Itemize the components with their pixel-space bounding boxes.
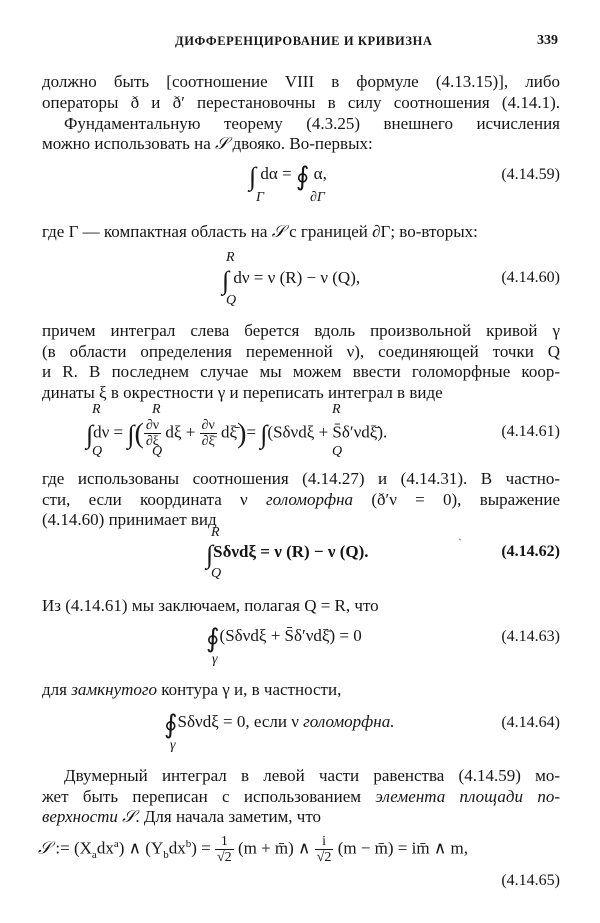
text-line: динаты ξ в окрестности γ и переписать интеграл в виде bbox=[42, 383, 443, 402]
text-line: причем интеграл слева берется вдоль произвольной кривой γ bbox=[42, 321, 560, 340]
script-s-symbol: 𝒮 bbox=[215, 134, 229, 153]
lower-limit: Q bbox=[152, 444, 163, 459]
text-line: (в области определения переменной ν), соединяющей точки Q bbox=[42, 342, 560, 361]
lower-limit: Γ bbox=[256, 190, 264, 205]
equation-number: (4.14.61) bbox=[501, 423, 560, 440]
text-line: и R. В последнем случае мы можем ввести голоморфные коор- bbox=[42, 362, 560, 381]
text-line: операторы ð и ð′ перестановочны в силу соотношения (4.14.1). bbox=[42, 93, 560, 112]
text-line: где использованы соотношения (4.14.27) и (4.14.31). В частно- bbox=[42, 469, 560, 488]
upper-limit: R bbox=[332, 402, 341, 417]
running-title: ДИФФЕРЕНЦИРОВАНИЕ И КРИВИЗНА bbox=[175, 34, 433, 48]
text-line: для замкнутого контура γ и, в частности, bbox=[42, 680, 342, 699]
text-line: Из (4.14.61) мы заключаем, полагая Q = R, что bbox=[42, 596, 379, 615]
equation-number: (4.14.59) bbox=[501, 166, 560, 183]
contour-integral-sign: ∮ bbox=[295, 162, 310, 191]
text-line: (4.14.60) принимает вид bbox=[42, 510, 217, 529]
text-line: жет быть переписан с использованием элемента площади по- bbox=[42, 787, 561, 806]
upper-limit: R bbox=[152, 402, 161, 417]
text-line: сти, если координата ν голоморфна (ð′ν = 0), выражение bbox=[42, 490, 561, 509]
integral-sign: ∫ bbox=[249, 162, 257, 191]
lower-limit: Q bbox=[92, 444, 103, 459]
lower-limit: ∂Γ bbox=[310, 190, 325, 205]
upper-limit: R bbox=[92, 402, 101, 417]
integral-sign: ∫ bbox=[222, 266, 230, 295]
text-line: верхности 𝒮. Для начала заметим, что bbox=[42, 807, 322, 826]
lower-limit: Q bbox=[226, 293, 237, 308]
lower-limit: Q bbox=[211, 566, 222, 581]
text-line: должно быть [соотношение VIII в формуле (4.13.15)], либо bbox=[42, 72, 560, 91]
text-line: где Γ — компактная область на 𝒮 с границей ∂Γ; во-вторых: bbox=[42, 222, 478, 241]
lower-limit: γ bbox=[170, 738, 176, 753]
text-line: Фундаментальную теорему (4.3.25) внешнего исчисления bbox=[64, 114, 560, 133]
running-header bbox=[0, 34, 600, 54]
page-number: 339 bbox=[537, 33, 558, 48]
equation-number: (4.14.63) bbox=[501, 628, 560, 645]
upper-limit: R bbox=[211, 525, 220, 540]
ink-mark: ` bbox=[458, 536, 462, 550]
lower-limit: Q bbox=[332, 444, 343, 459]
equation-number: (4.14.65) bbox=[501, 872, 560, 889]
equation-number: (4.14.64) bbox=[501, 714, 560, 731]
text-line: Двумерный интеграл в левой части равенства (4.14.59) мо- bbox=[64, 766, 560, 785]
lower-limit: γ bbox=[212, 652, 218, 667]
equation-number: (4.14.60) bbox=[501, 269, 560, 286]
upper-limit: R bbox=[226, 250, 235, 265]
text-line: можно использовать на 𝒮 двояко. Во-первых: bbox=[42, 134, 373, 153]
equation-number: (4.14.62) bbox=[501, 543, 560, 560]
